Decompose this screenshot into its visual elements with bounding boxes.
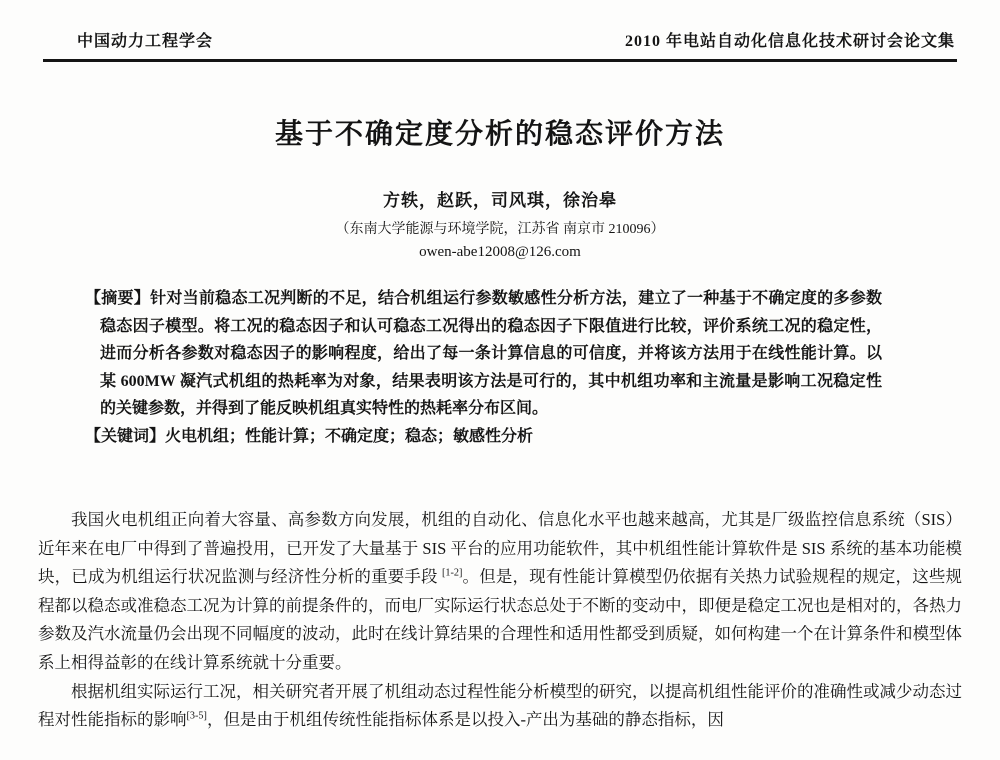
authors-line: 方轶，赵跃，司风琪，徐治皋 (383, 191, 617, 210)
running-head-proceedings: 2010 年电站自动化信息化技术研讨会论文集 (624, 33, 955, 50)
body-text (38, 506, 962, 735)
affiliation-line: （东南大学能源与环境学院，江苏省 南京市 210096） (335, 222, 665, 237)
running-head (43, 28, 957, 62)
abstract-text: 针对当前稳态工况判断的不足，结合机组运行参数敏感性分析方法，建立了一种基于不确定度的多参数稳态因子模型。将工况的稳态因子和认可稳态工况得出的稳态因子下限值进行比较，评价系统工况的稳定性，进而分析各参数对稳态因子的影响程度，给出了每一条计算信息的可信度，并将该方法用于在线性能计算。以某 600MW 凝汽式机组的热耗率为对象，结果表明该方法是可行的，其中机组功率和主流量是影响工况稳定性的关键参数，并得到了能反映机组真实特性的热耗率分布区间。 (100, 290, 882, 417)
body-paragraph: 我国火电机组正向着大容量、高参数方向发展，机组的自动化、信息化水平也越来越高，尤其是厂级监控信息系统（SIS）近年来在电厂中得到了普遍投用，已开发了大量基于 SIS 平台的应用功能软件，其中机组性能计算软件是 SIS 系统的基本功能模块，已成为机组运行状况监测与经济性分析的重要手段 [1-2]。但是，现有性能计算模型仍依据有关热力试验规程的规定，这些规程都以稳态或准稳态工况为计算的前提条件的，而电厂实际运行状态总处于不断的变动中，即便是稳定工况也是相对的，各热力参数及汽水流量仍会出现不同幅度的波动，此时在线计算结果的合理性和适用性都受到质疑，如何构建一个在计算条件和模型体系上相得益彰的在线计算系统就十分重要。 (38, 510, 963, 672)
keywords-block (85, 423, 882, 451)
reference-superscript: [1-2] (441, 567, 463, 579)
running-head-society: 中国动力工程学会 (77, 33, 214, 50)
abstract-block (85, 285, 882, 423)
body-paragraph: 根据机组实际运行工况，相关研究者开展了机组动态过程性能分析模型的研究，以提高机组性能评价的准确性或减少动态过程对性能指标的影响[3-5]，但是由于机组传统性能指标体系是以投入-产出为基础的静态指标，因 (38, 681, 962, 730)
abstract-label: 【摘要】 (85, 290, 151, 307)
paper-title: 基于不确定度分析的稳态评价方法 (274, 119, 725, 150)
keywords-text: 火电机组；性能计算；不确定度；稳态；敏感性分析 (165, 427, 534, 445)
email-line: owen-abe12008@126.com (419, 244, 581, 260)
keywords-label: 【关键词】 (85, 427, 166, 445)
reference-superscript: [3-5] (186, 710, 207, 722)
